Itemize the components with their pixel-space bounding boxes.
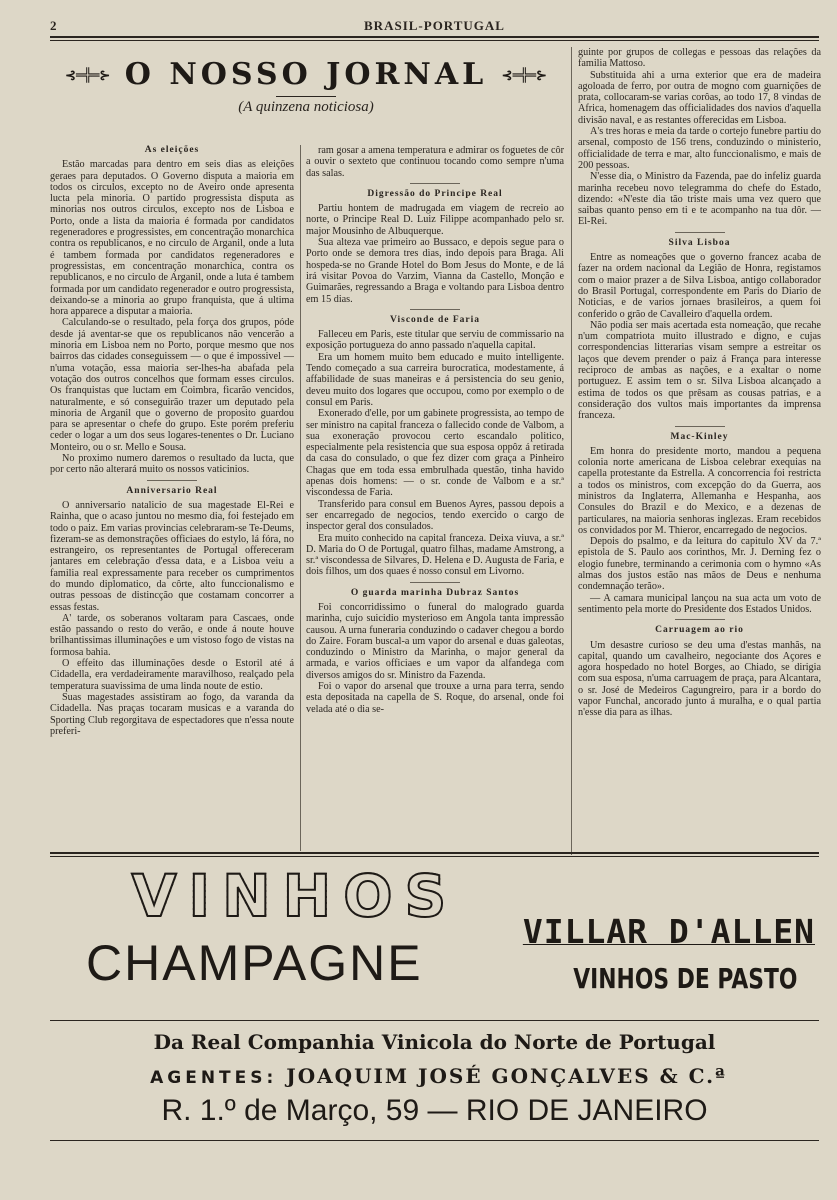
article-columns	[50, 47, 819, 857]
ad-rule	[50, 1020, 819, 1021]
section-title-carruagem: Carruagem ao rio	[655, 625, 744, 636]
section-rule	[410, 183, 460, 184]
paragraph: Em honra do presidente morto, mandou a pequena colonia norte americana de Lisboa celebrar exequias na capella protestante da Estrella. A concorrencia foi restricta a todos os ministros, com excepção do da Guerra, aos ministros da Inglaterra, Allemanha e Hespanha, aos Consules do Brazil e do Mexico, e a dezenas de particulares, na maioria senhoras inglezas. Eram recebidos os convidados por M. Thieror, encarregado de negocios.	[578, 445, 821, 536]
paragraph: Calculando-se o resultado, pela força dos grupos, póde desde já aventar-se que os republicanos não vencerão a minoria em Lisboa nem no Porto, porque mesmo que nos bairros das cidades conseguissem — o que é impossivel — n'uma votação, essa maioria ser-lhes-ha abafada pela votação dos outros concelhos que formam esses circulos. Os franquistas que luctam em Coimbra, ficarão vencidos, naturalmente, e só conseguirão trazer um deputado pela minoria de Arganil que o governo de proposito guardou para se apresentar o chefe do grupo. Este porém preferiu ceder o logar a um dos seus logares-tenentes o Dr. Luciano Monteiro, ou o sr. Mello e Sousa.	[50, 317, 294, 453]
paragraph: Foi concorridissimo o funeral do malogrado guarda marinha, cujo suicidio mysterioso em Angola tanta impressão causou. A urna funeraria conduzindo o cadaver chegou a bordo do Zaire. Foram buscal-a um vapor do arsenal e duas galeotas, conduzindo o Ministro da Marinha, o major general da armada, e varios officiaes e um vapor da alfandega com diversos amigos do sr. Ministro da Fazenda.	[306, 601, 564, 681]
paragraph: Era muito conhecido na capital franceza. Deixa viuva, a sr.ª D. Maria do O de Portugal, quatro filhas, madame Amstrong, a sr.ª viscondessa de Silvares, D. Helena e D. Augusta de Faria, e dois filhos, um dos quaes é nosso consul em Livorno.	[306, 532, 564, 578]
paragraph: Falleceu em Paris, este titular que serviu de commissario na exposição portugueza do anno passado n'aquella capital.	[306, 329, 564, 352]
paragraph: — A camara municipal lançou na sua acta um voto de sentimento pela morte do Presidente dos Estados Unidos.	[578, 592, 821, 615]
paragraph: ram gosar a amena temperatura e admirar os foguetes de côr a ouvir o sexteto que continuou tocando como sempre n'uma das salas.	[306, 145, 564, 179]
paragraph: Substituida ahi a urna exterior que era de madeira agoloada de ferro, por outra de mogno com guarnições de prata, collocaram-se varias corôas, ao todo 17, 8 vindas de Africa, homenagem das officialidades dos navios d'aquella divisão naval, e as restantes offerecidas em Lisboa.	[578, 69, 821, 126]
ad-villar-dallen: VILLAR D'ALLEN	[522, 912, 815, 951]
advert-top-rule	[50, 852, 819, 857]
paragraph: Exonerado d'elle, por um gabinete progressista, ao tempo de ser ministro na capital franceza o fallecido conde de Valbom, a sua exoneração provocou certo escandalo politico, especialmente pela resistencia que sua esposa oppôz á retirada da casa do consulado, o que fez dizer com graça a Pinheiro Chagas que em toda essa embrulhada questão, tinha havido apenas dois homens: — o sr. conde de Valbom e a sr.ª viscondessa de Faria.	[306, 408, 564, 499]
paragraph: Foi o vapor do arsenal que trouxe a urna para terra, sendo esta depositada na capella de S. Roque, do arsenal, onde foi velada até o dia se-	[306, 681, 564, 715]
section-rule	[410, 582, 460, 583]
ad-champagne: CHAMPAGNE	[86, 935, 423, 991]
section-title-digressao: Digressão do Principe Real	[367, 188, 503, 199]
paragraph: O anniversario natalicio de sua magestade El-Rei e Rainha, que o acaso juntou no mesmo dia, foi festejado em todo o paiz. Em varias provincias celebraram-se Te-Deums, fizeram-se as demonstrações officiaes do estylo, lá fóra, no estrangeiro, os representantes de Portugal offereceram jantares em celebração d'essa data, e a Lisboa veiu a familia real expressamente para receber os cumprimentos do mundo diplomatico, da côrte, alto funccionalismo e outras pessoas de distincção que costamam concorrer a essas festas.	[50, 499, 294, 613]
paragraph: Suas magestades assistiram ao fogo, da varanda da Cidadella. Nas praças tocaram musicas e a varanda do Sporting Club regorgitava de espectadores que n'essa noute preferi-	[50, 691, 294, 737]
paragraph: Não podia ser mais acertada esta nomeação, que recahe n'um compatriota muito illustrado e digno, e cujas correspondencias litterarias visam sempre a estreitar os laços que devem prender o paiz á França para interesse reciproco de ambas as nações, e a exaltar o nome portuguez. E assim tem o sr. Silva Lisboa alcançado a estima de todos os que prêsam as cousas patrias, e a consideração dos vultos mais importantes da imprensa franceza.	[578, 319, 821, 422]
paragraph: Era um homem muito bem educado e muito intelligente. Tendo começado a sua carreira burocratica, modestamente, á affabilidade de suas maneiras e á persistencia do seu genio, deveu muito dos logares que occupou, como por exemplo o de consul em Paris.	[306, 351, 564, 408]
paragraph: Transferido para consul em Buenos Ayres, passou depois a ser encarregado de negocios, tendo exercido o cargo de inspector geral dos consulados.	[306, 498, 564, 533]
section-rule	[675, 619, 725, 620]
paragraph: Entre as nomeações que o governo francez acaba de fazer na ordem nacional da Legião de Honra, registamos com o maior prazer a de Silva Lisboa, antigo collaborador do Brasil Portugal, correspondente em Paris do Diario de Noticias, e de varios jornaes brasileiros, a quem foi conferido o grão de Cavalleiro d'aquella ordem.	[578, 252, 821, 320]
page-header	[50, 12, 819, 34]
section-title-mackinley: Mac-Kinley	[670, 431, 729, 442]
paragraph: Partiu hontem de madrugada em viagem de recreio ao norte, o Principe Real D. Luiz Filippe acompanhado pelo sr. major Mousinho de Albuquerque.	[306, 203, 564, 237]
ad-address: R. 1.º de Março, 59 — RIO DE JANEIRO	[161, 1094, 708, 1127]
section-title-eleicoes: As eleições	[144, 145, 200, 155]
paragraph: N'esse dia, o Ministro da Fazenda, pae do infeliz guarda marinha recebeu novo telegramma do chefe do Estado, dizendo: «N'este dia tão triste mais uma vez quero que saibas quanto penso em ti e te acompanho na tua dôr. — El-Rei.	[578, 171, 821, 228]
header-rule	[50, 36, 819, 41]
masthead-title: BRASIL-PORTUGAL	[364, 18, 505, 33]
section-rule	[675, 426, 725, 427]
paragraph: Estão marcadas para dentro em seis dias as eleições geraes para deputados. O Governo disputa a maioria em todos os circulos, excepto no de Aveiro onde apresenta lucta pela minoria. O partido progressista disputa as minorias nos outros circulos, excepto nos de Lisboa e Porto, onde a lista da maioria é formada por candidatos regeneradores e progressistes, em concentração monarchica contra os republicanos, e no circulo de Arganil, onde a luta é tambem formada por candidatos regeneradores e progressistas, em concentração monarchica, contra os republicanos, e no circulo de Arganil, onde a luta é tambem formada por um candidato regenerador e outro progressista, deixando-se a minoria ao grupo franquista, que á ultima hora apparece a disputar a maioria.	[50, 159, 294, 318]
column-divider-1	[300, 145, 301, 851]
ad-vinhos-heading: VINHOS	[60, 862, 530, 930]
paragraph: O effeito das illuminações desde o Estoril até á Cidadella, era verdadeiramente maravilhoso, realçado pela temperatura suavissima de uma linda noute de estio.	[50, 658, 294, 692]
wine-advertisement	[50, 862, 819, 1200]
ad-company: Da Real Companhia Vinicola do Norte de Portugal	[153, 1030, 716, 1054]
right-ornament-icon: ⊰═╬═⊱	[501, 68, 547, 84]
paragraph: No proximo numero daremos o resultado da lucta, que por certo não alterará muito os nossos vaticinios.	[50, 453, 294, 476]
ad-agents-name: JOAQUIM JOSÉ GONÇALVES & C.ª	[286, 1064, 727, 1088]
ad-agents	[58, 1064, 819, 1088]
banner-title-text: O NOSSO JORNAL	[124, 57, 488, 92]
ad-bottom-rule	[50, 1140, 819, 1141]
section-title-anniversario: Anniversario Real	[126, 485, 218, 496]
section-rule	[410, 309, 460, 310]
column-1	[50, 47, 294, 855]
column-divider-2	[571, 47, 572, 855]
section-title-dubraz: O guarda marinha Dubraz Santos	[350, 587, 520, 598]
paragraph: Sua alteza vae primeiro ao Bussaco, e depois segue para o Porto onde se demora tres dias, indo depois para Braga. Ali hospeda-se no Grande Hotel do Bom Jesus do Monte, e de lá irá visitar Povoa do Varzim, Vianna da Castello, Monção e Guimarães, regressando a Braga e voltando para Lisboa dentro em 15 dias.	[306, 237, 564, 305]
page-number: 2	[50, 18, 57, 33]
banner-subtitle: (A quinzena noticiosa)	[238, 99, 374, 115]
column-3	[578, 47, 821, 855]
paragraph: Depois do psalmo, e da leitura do capitulo XV da 7.ª epistola de S. Paulo aos corinthos, Mr. J. Derning fez o elogio funebre, terminando a cerimonia com o hymno «As almas dos justos estão nas mãos de Deus e nenhuma condemnação terão».	[578, 536, 821, 593]
section-rule	[675, 232, 725, 233]
section-rule	[147, 480, 197, 481]
paragraph: A' tarde, os soberanos voltaram para Cascaes, onde estão passando o resto do verão, e onde á noute houve brilhantissimas illuminações e um vistoso fogo de vistas na formosa bahia.	[50, 612, 294, 658]
left-ornament-icon: ⊰═╬═⊱	[65, 68, 111, 84]
ad-vinhos-de-pasto: VINHOS DE PASTO	[572, 962, 797, 995]
paragraph: A's tres horas e meia da tarde o cortejo funebre partiu do arsenal, composto de 156 trens, conduzindo o ministerio, officialidade de terra e mar, alto funccionalismo, e mais de 200 pessoas.	[578, 126, 821, 171]
column-2	[306, 145, 564, 855]
section-title-faria: Visconde de Faria	[389, 314, 480, 325]
section-title-lisboa: Silva Lisboa	[668, 237, 731, 248]
ad-agents-label: AGENTES:	[150, 1068, 278, 1088]
paragraph: guinte por grupos de collegas e pessoas das relações da familia Mattoso.	[578, 47, 821, 70]
paragraph: Um desastre curioso se deu uma d'estas manhãs, na capital, quando um cavalheiro, negociante dos Açores e agora hospedado no hotel Borges, ao Chiado, se dirigia com sua esposa, n'uma carruagem de praça, para Alcantara, o sr. José de Medeiros Cagungreiro, para ir a bordo do vapor Funchal, ancorado junto á muralha, e o qual partia n'esse dia para as ilhas.	[578, 639, 821, 719]
